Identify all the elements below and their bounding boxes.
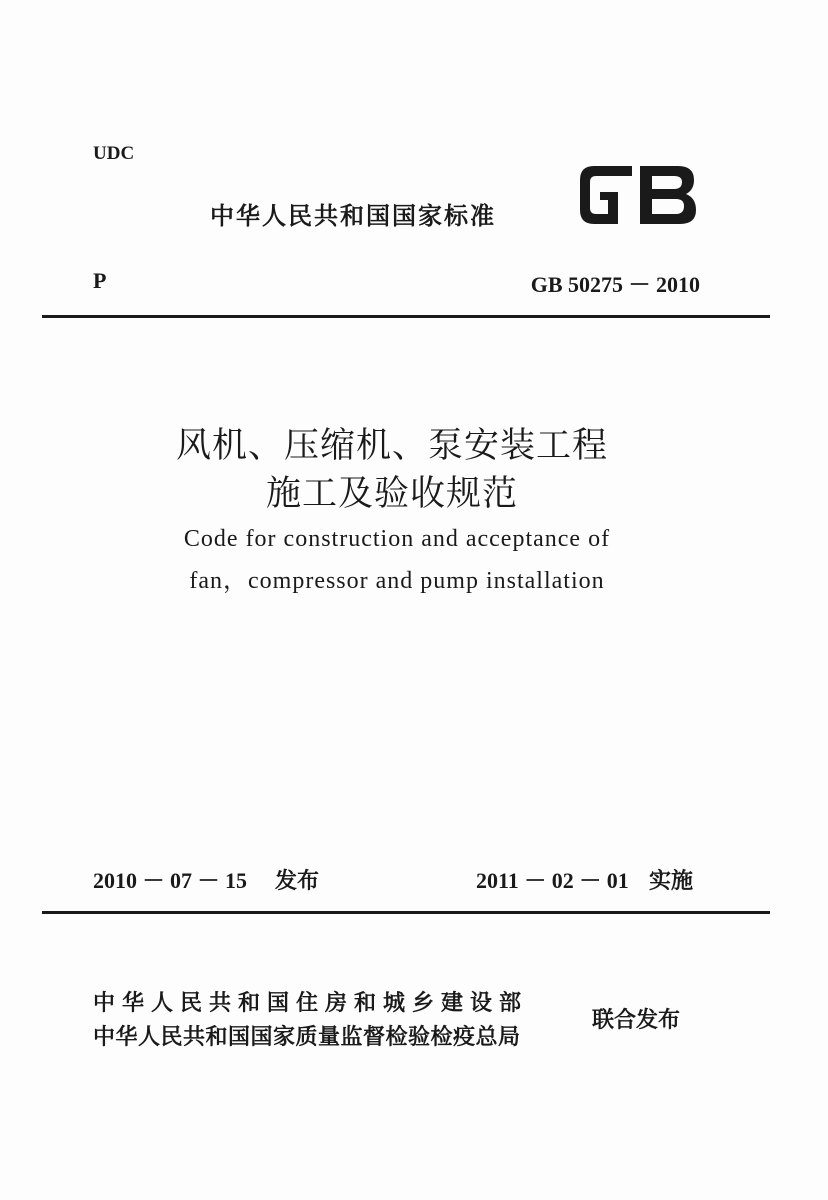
issue-label: 发布 — [275, 869, 320, 894]
publisher-line2: 中华人民共和国国家质量监督检验检疫总局 — [93, 1025, 521, 1050]
joint-publish-label: 联合发布 — [592, 1008, 681, 1033]
bottom-divider — [42, 911, 770, 914]
classification-code: P — [93, 268, 107, 293]
standard-number: GB 50275 － 2010 — [530, 272, 700, 297]
implementation-label: 实施 — [649, 869, 694, 894]
standard-type-title: 中华人民共和国国家标准 — [210, 202, 496, 230]
title-english-line1: Code for construction and acceptance of — [183, 526, 611, 552]
top-divider — [42, 315, 770, 318]
title-chinese-line2: 施工及验收规范 — [265, 474, 518, 513]
issue-date: 2010 － 07 － 15 — [93, 868, 248, 893]
title-english-line2: fan，compressor and pump installation — [189, 568, 605, 594]
title-chinese-line1: 风机、压缩机、泵安装工程 — [175, 426, 608, 465]
implementation-date: 2011 － 02 － 01 — [476, 868, 629, 893]
gb-logo-icon — [574, 160, 702, 230]
udc-label: UDC — [93, 143, 135, 164]
publisher-line1: 中华人民共和国住房和城乡建设部 — [93, 991, 529, 1016]
